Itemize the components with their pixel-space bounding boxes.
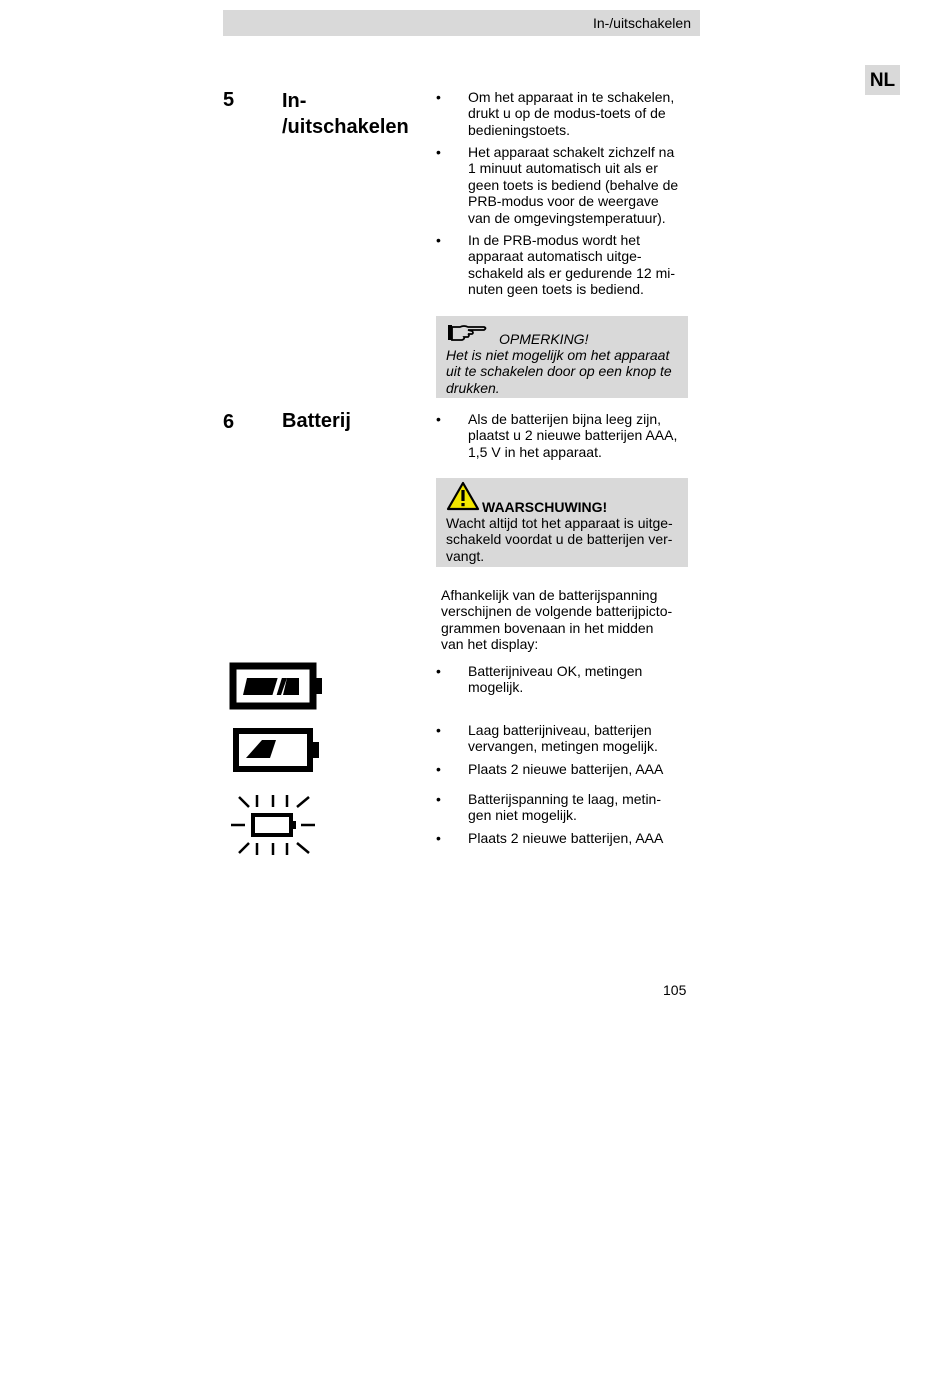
text-line: drukt u op de modus-toets of de <box>468 105 666 122</box>
battery-full-icon <box>229 662 325 710</box>
language-tab: NL <box>865 65 900 95</box>
text-line: Het is niet mogelijk om het apparaat <box>446 347 670 363</box>
section-6-number: 6 <box>223 411 235 433</box>
text-line: Wacht altijd tot het apparaat is uitge- <box>446 515 673 531</box>
bullet-marker: • <box>436 761 441 777</box>
page-number: 105 <box>663 982 687 998</box>
section-5-bullet-3 <box>468 232 690 298</box>
text-line: Om het apparaat in te schakelen, <box>468 89 675 105</box>
bullet-marker: • <box>436 830 441 846</box>
section-5-number: 5 <box>223 89 235 111</box>
text-line: Laag batterijniveau, batterijen <box>468 722 652 738</box>
running-header-title: In-/uitschakelen <box>592 15 691 31</box>
section-5-title <box>282 88 409 140</box>
battery-empty-description <box>468 791 690 824</box>
text-line: PRB-modus voor de weergave <box>468 193 659 210</box>
text-line: vervangen, metingen mogelijk. <box>468 738 658 755</box>
note-body <box>446 347 686 396</box>
battery-low-icon <box>232 727 324 775</box>
warning-triangle-icon <box>446 481 480 511</box>
pointing-hand-icon <box>446 322 488 344</box>
text-line: apparaat automatisch uitge- <box>468 248 642 265</box>
section-5-bullet-2 <box>468 144 690 226</box>
section-5-bullet-1 <box>468 89 690 138</box>
text-line: van het display: <box>441 636 539 653</box>
battery-empty-instruction <box>468 830 690 846</box>
text-line: nuten geen toets is bediend. <box>468 281 644 298</box>
bullet-marker: • <box>436 89 441 105</box>
text-line: Batterijspanning te laag, metin- <box>468 791 661 807</box>
text-line: Afhankelijk van de batterijspanning <box>441 587 658 603</box>
text-line: bedieningstoets. <box>468 121 570 138</box>
note-box <box>436 316 688 398</box>
bullet-marker: • <box>436 232 441 248</box>
note-heading: OPMERKING! <box>499 331 589 347</box>
text-line: 1,5 V in het apparaat. <box>468 443 602 460</box>
bullet-marker: • <box>436 722 441 738</box>
text-line: schakeld voordat u de batterijen ver- <box>446 531 673 548</box>
text-line: 1 minuut automatisch uit als er <box>468 160 658 177</box>
warning-heading: WAARSCHUWING! <box>482 499 608 515</box>
section-6-title: Batterij <box>282 410 351 432</box>
text-line: Plaats 2 nieuwe batterijen, AAA <box>468 761 664 777</box>
text-line: plaatst u 2 nieuwe batterijen AAA, <box>468 427 678 444</box>
text-line: gen niet mogelijk. <box>468 807 577 824</box>
bullet-marker: • <box>436 663 441 679</box>
text-line: verschijnen de volgende batterijpicto- <box>441 603 673 620</box>
running-header <box>223 10 700 36</box>
text-line: In de PRB-modus wordt het <box>468 232 640 248</box>
battery-intro-paragraph <box>441 587 691 653</box>
text-line: uit te schakelen door op een knop te <box>446 363 672 380</box>
warning-body <box>446 515 686 564</box>
battery-empty-blinking-icon <box>229 793 321 857</box>
bullet-marker: • <box>436 791 441 807</box>
warning-box <box>436 478 688 567</box>
bullet-marker: • <box>436 144 441 160</box>
section-6-bullet-1 <box>468 411 690 460</box>
bullet-marker: • <box>436 411 441 427</box>
text-line: schakeld als er gedurende 12 mi- <box>468 264 676 281</box>
text-line: Het apparaat schakelt zichzelf na <box>468 144 675 160</box>
battery-full-description <box>468 663 690 696</box>
text-line: Plaats 2 nieuwe batterijen, AAA <box>468 830 664 846</box>
text-line: grammen bovenaan in het midden <box>441 619 654 636</box>
battery-low-instruction <box>468 761 690 777</box>
text-line: vangt. <box>446 547 485 564</box>
battery-low-description <box>468 722 690 755</box>
text-line: drukken. <box>446 379 500 396</box>
section-5-title-line: /uitschakelen <box>282 116 409 138</box>
text-line: van de omgevingstemperatuur). <box>468 209 666 226</box>
text-line: geen toets is bediend (behalve de <box>468 176 679 193</box>
section-5-title-line: In- <box>282 90 307 112</box>
text-line: Batterijniveau OK, metingen <box>468 663 643 679</box>
text-line: Als de batterijen bijna leeg zijn, <box>468 411 662 427</box>
text-line: mogelijk. <box>468 679 524 696</box>
